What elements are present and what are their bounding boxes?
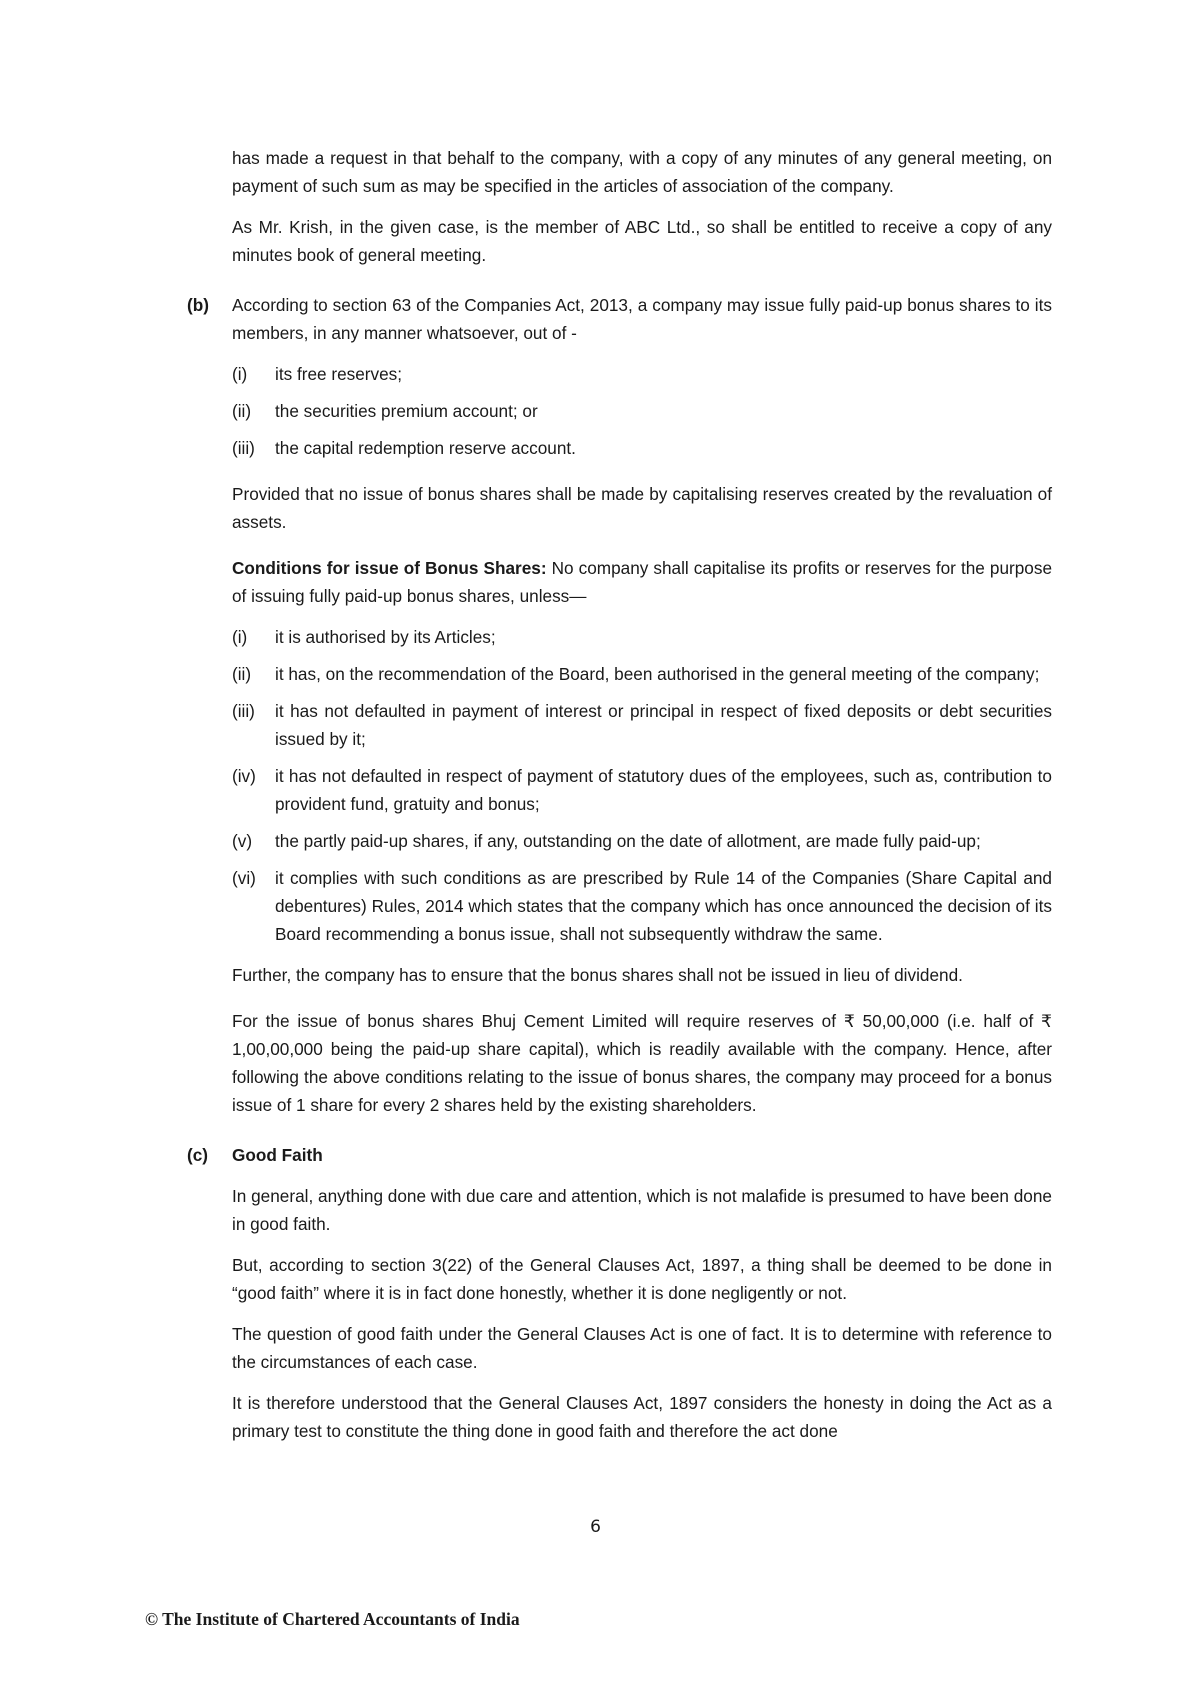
proviso-paragraph: Provided that no issue of bonus shares shall be made by capitalising reserves created by the revaluation of assets. <box>232 484 1052 532</box>
list-item: (ii) it has, on the recommendation of the Board, been authorised in the general meeting of the company; <box>232 664 1040 684</box>
intro-paragraph-1: has made a request in that behalf to the company, with a copy of any minutes of any general meeting, on payment of such sum as may be specified in the articles of association of the company. <box>232 148 1052 196</box>
conditions-list <box>232 623 1052 948</box>
list-item: (iii) the capital redemption reserve account. <box>232 438 576 458</box>
list-item: (ii) the securities premium account; or <box>232 401 538 421</box>
conclusion-paragraph: For the issue of bonus shares Bhuj Cement Limited will require reserves of ₹ 50,00,000 (i.e. half of ₹ 1,00,00,000 being the paid-up share capital), which is readily available with the company. Hence, after following the above conditions relating to the issue of bonus shares, the company may proceed for a bonus issue of 1 share for every 2 shares held by the existing shareholders. <box>232 1011 1052 1115</box>
section-c-paragraph-1: In general, anything done with due care and attention, which is not malafide is presumed to have been done in good faith. <box>232 1186 1052 1234</box>
page-number: 6 <box>590 1517 601 1537</box>
list-item: (i) its free reserves; <box>232 364 403 384</box>
further-paragraph: Further, the company has to ensure that the bonus shares shall not be issued in lieu of dividend. <box>232 965 963 985</box>
conditions-heading: Conditions for issue of Bonus Shares: <box>232 558 547 578</box>
section-c <box>187 1141 1052 1445</box>
section-b <box>187 291 1052 1119</box>
page-body <box>187 144 1052 1458</box>
bonus-sources-list <box>232 360 1052 462</box>
section-c-label: (c) <box>187 1145 209 1165</box>
list-item: (iv) it has not defaulted in respect of payment of statutory dues of the employees, such as, contribution to provident fund, gratuity and bonus; <box>232 766 1052 814</box>
section-c-title: Good Faith <box>232 1145 323 1165</box>
section-b-paragraph-1: According to section 63 of the Companies Act, 2013, a company may issue fully paid-up bonus shares to its members, in any manner whatsoever, out of - <box>232 295 1052 343</box>
list-item: (v) the partly paid-up shares, if any, outstanding on the date of allotment, are made fully paid-up; <box>232 831 981 851</box>
intro-paragraph-2: As Mr. Krish, in the given case, is the member of ABC Ltd., so shall be entitled to receive a copy of any minutes book of general meeting. <box>232 217 1052 265</box>
list-item: (vi) it complies with such conditions as are prescribed by Rule 14 of the Companies (Share Capital and debentures) Rules, 2014 which states that the company which has once announced the decision of its Board recommending a bonus issue, shall not subsequently withdraw the same. <box>232 868 1052 944</box>
section-b-label: (b) <box>187 295 209 315</box>
section-c-paragraph-2: But, according to section 3(22) of the General Clauses Act, 1897, a thing shall be deemed to be done in “good faith” where it is in fact done honestly, whether it is done negligently or not. <box>232 1255 1052 1303</box>
section-c-paragraph-4: It is therefore understood that the General Clauses Act, 1897 considers the honesty in doing the Act as a primary test to constitute the thing done in good faith and therefore the act done <box>232 1393 1052 1441</box>
footer-copyright: © The Institute of Chartered Accountants of India <box>145 1609 520 1629</box>
list-item: (i) it is authorised by its Articles; <box>232 627 496 647</box>
conditions-paragraph: Conditions for issue of Bonus Shares: No company shall capitalise its profits or reserves for the purpose of issuing fully paid-up bonus shares, unless— <box>232 558 1052 606</box>
section-c-paragraph-3: The question of good faith under the General Clauses Act is one of fact. It is to determine with reference to the circumstances of each case. <box>232 1324 1052 1372</box>
list-item: (iii) it has not defaulted in payment of interest or principal in respect of fixed deposits or debt securities issued by it; <box>232 701 1052 749</box>
